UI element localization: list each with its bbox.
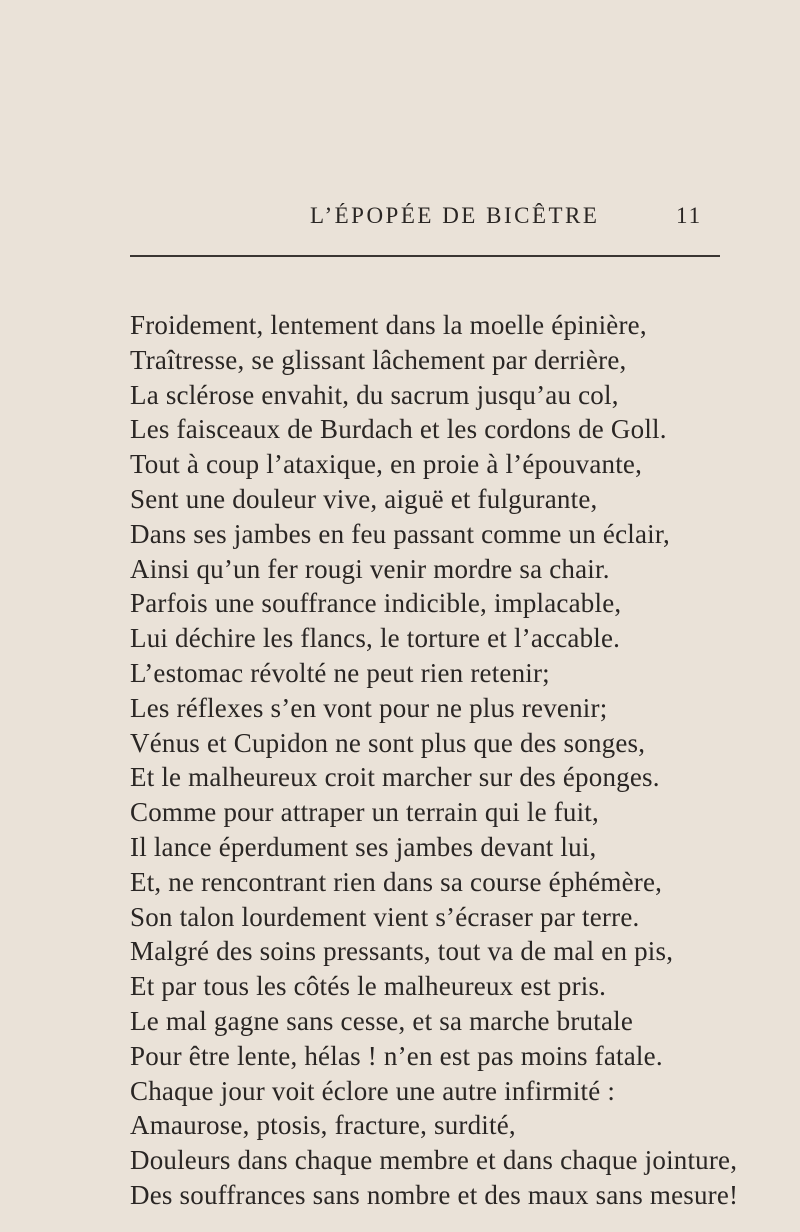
verse-line: Parfois une souffrance indicible, implacable,: [130, 588, 622, 619]
verse-line: Froidement, lentement dans la moelle épinière,: [130, 310, 647, 340]
page-number: 11: [676, 203, 703, 228]
verse-line: Il lance éperdument ses jambes devant lui,: [130, 831, 597, 862]
verse-line: Comme pour attraper un terrain qui le fuit,: [130, 797, 599, 828]
verse-line: Sent une douleur vive, aiguë et fulgurante,: [130, 483, 598, 514]
verse-line: Tout à coup l’ataxique, en proie à l’épouvante,: [130, 449, 643, 480]
poem: [130, 308, 739, 1213]
verse-line: Vénus et Cupidon ne sont plus que des songes,: [130, 727, 646, 758]
running-head: [0, 199, 800, 233]
verse-line: Son talon lourdement vient s’écraser par terre.: [130, 901, 640, 932]
verse-line: Chaque jour voit éclore une autre infirmité :: [130, 1075, 616, 1106]
verse-line: Lui déchire les flancs, le torture et l’accable.: [130, 623, 621, 654]
verse-line: Des souffrances sans nombre et des maux sans mesure!: [130, 1179, 739, 1210]
verse-line: L’estomac révolté ne peut rien retenir;: [130, 657, 550, 688]
verse-line: Les réflexes s’en vont pour ne plus revenir;: [130, 692, 608, 723]
verse-line: Pour être lente, hélas ! n’en est pas moins fatale.: [130, 1040, 663, 1071]
verse-line: Les faisceaux de Burdach et les cordons de Goll.: [130, 414, 667, 445]
verse-line: Malgré des soins pressants, tout va de mal en pis,: [130, 936, 674, 967]
verse-line: Douleurs dans chaque membre et dans chaque jointure,: [130, 1145, 738, 1176]
verse-line: Ainsi qu’un fer rougi venir mordre sa chair.: [130, 553, 610, 584]
verse-line: La sclérose envahit, du sacrum jusqu’au col,: [130, 379, 619, 410]
verse-line: Dans ses jambes en feu passant comme un éclair,: [130, 518, 670, 549]
verse-line: Et, ne rencontrant rien dans sa course éphémère,: [130, 866, 663, 897]
header-rule: [130, 255, 720, 257]
running-title: L’ÉPOPÉE DE BICÊTRE: [310, 203, 600, 228]
verse-line: Et le malheureux croit marcher sur des éponges.: [130, 762, 660, 793]
verse-line: Le mal gagne sans cesse, et sa marche brutale: [130, 1005, 634, 1036]
verse-line: Amaurose, ptosis, fracture, surdité,: [130, 1110, 516, 1141]
verse-line: Traîtresse, se glissant lâchement par derrière,: [130, 344, 627, 375]
verse-line: Et par tous les côtés le malheureux est pris.: [130, 971, 607, 1002]
